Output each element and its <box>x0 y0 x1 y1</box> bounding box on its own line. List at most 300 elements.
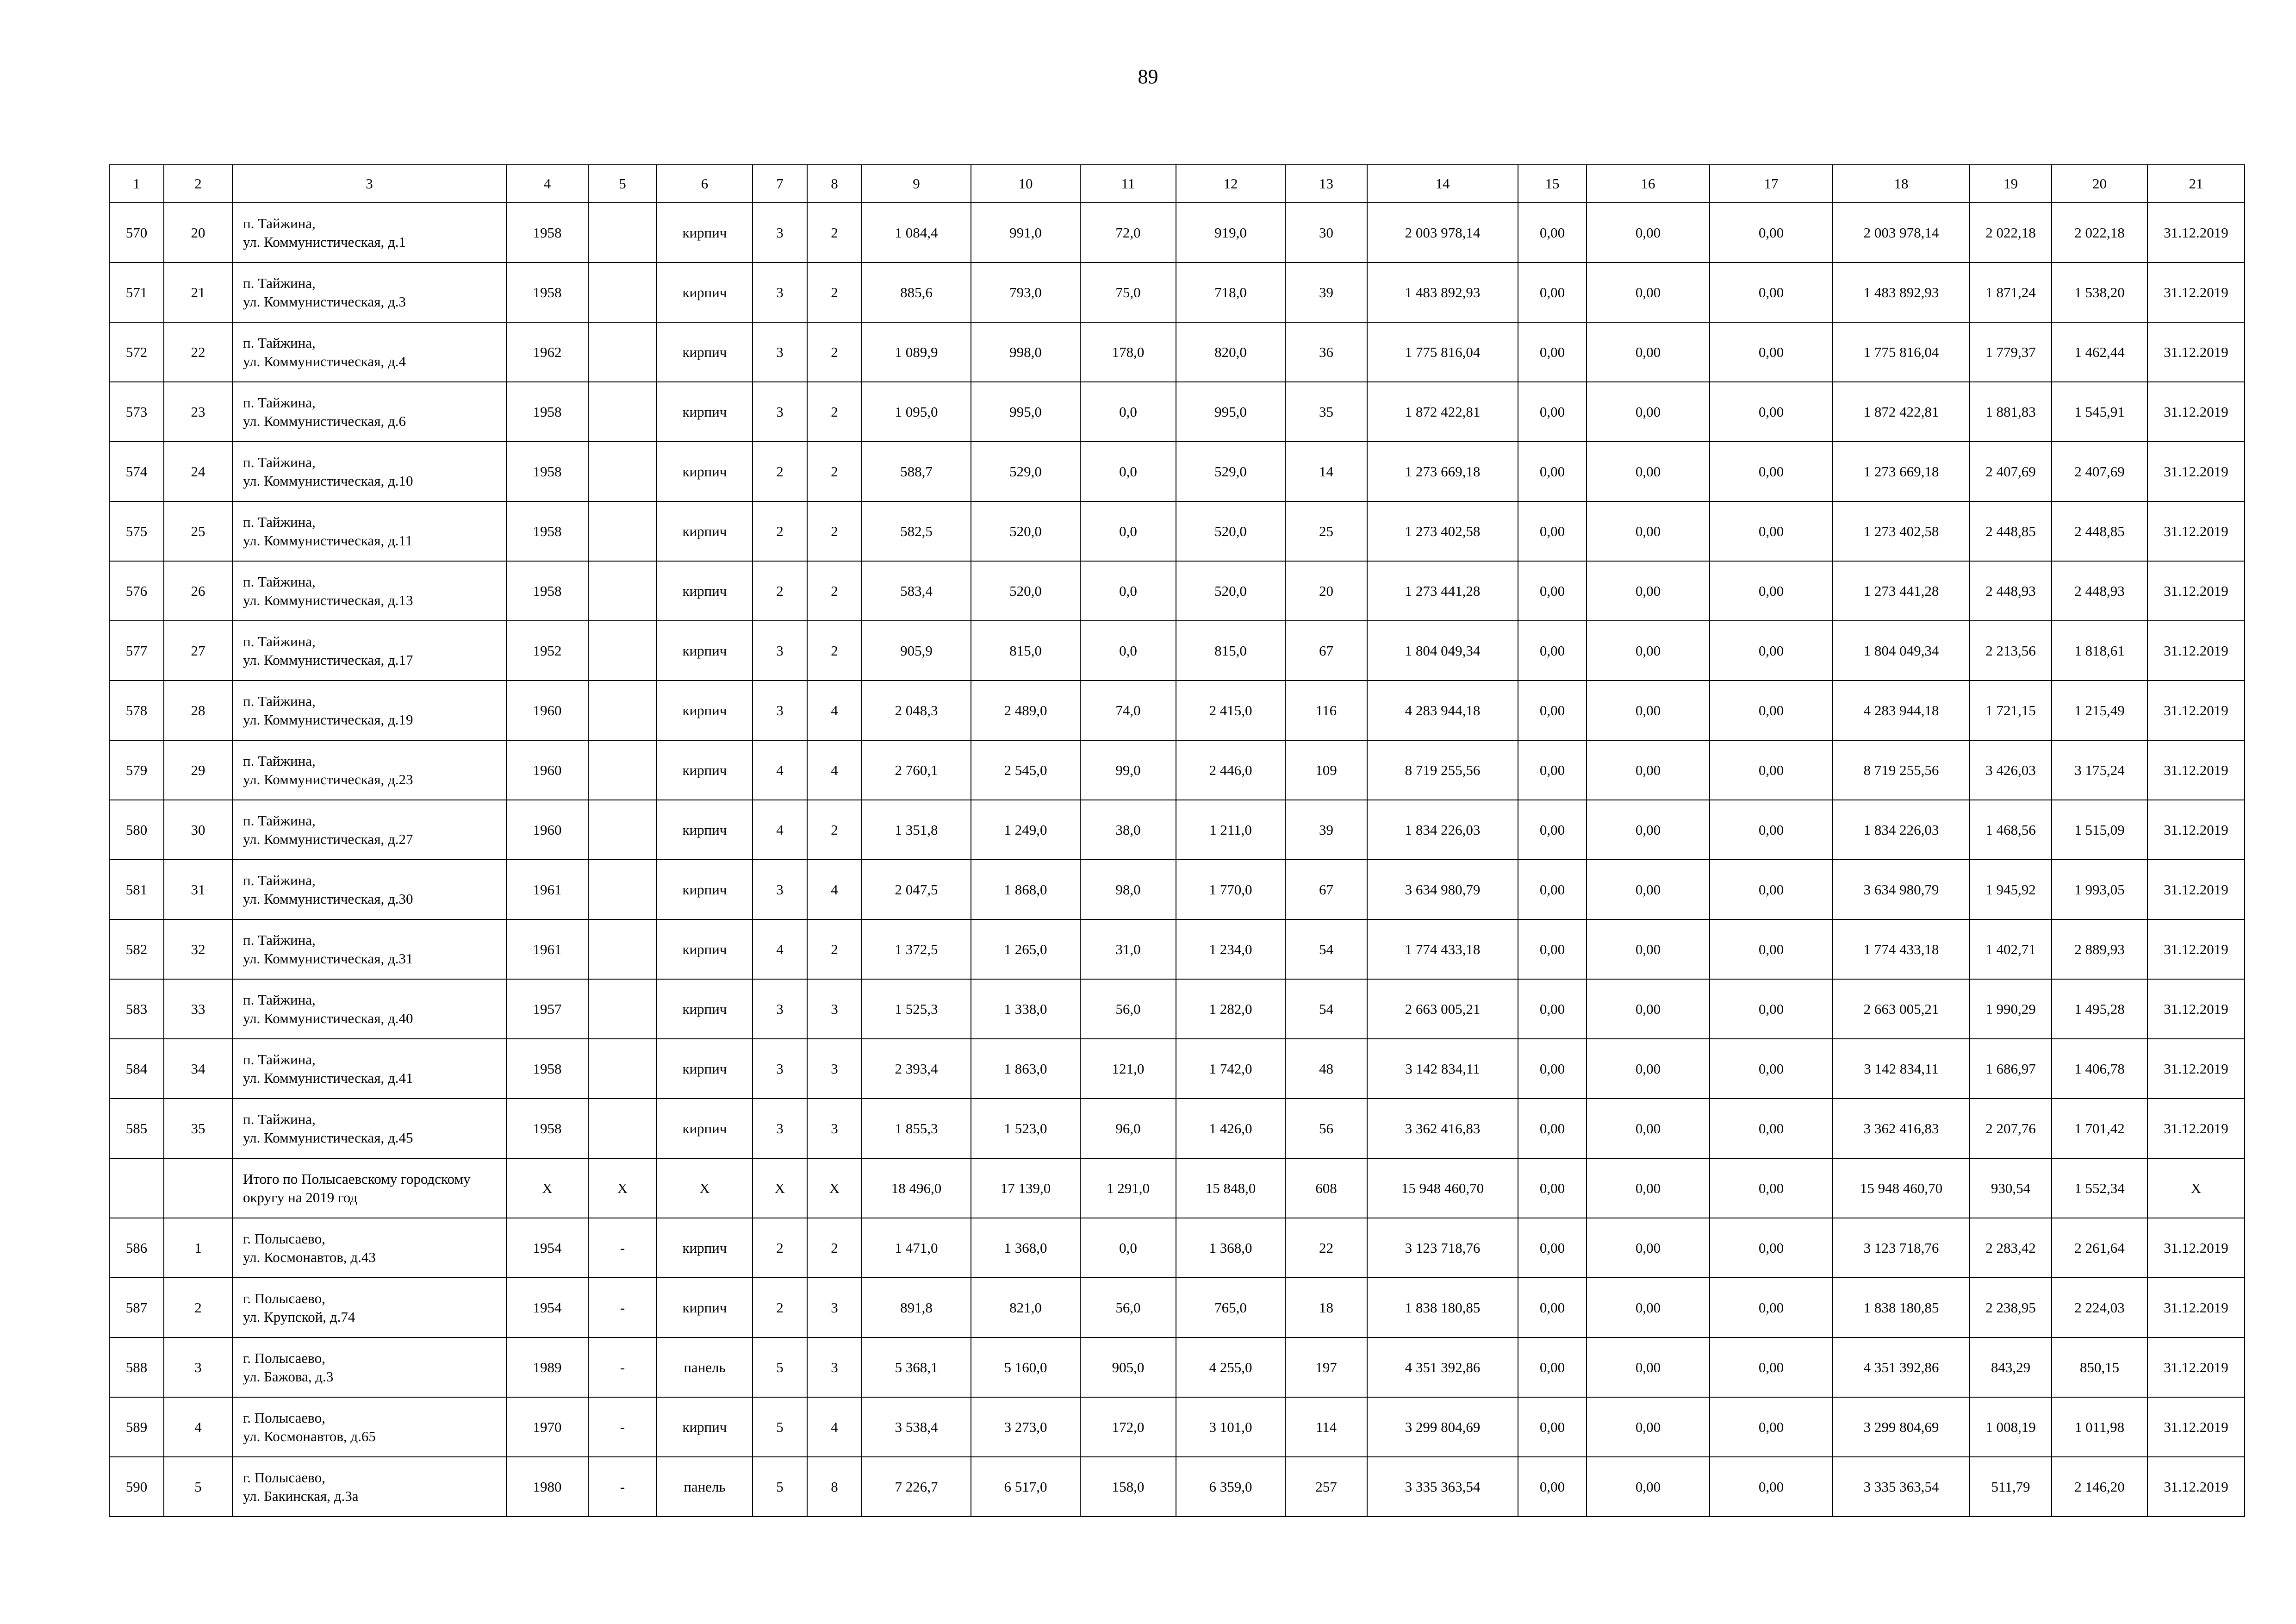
table-cell: 3 335 363,54 <box>1833 1457 1970 1517</box>
table-cell: 1 545,91 <box>2052 382 2147 442</box>
table-cell: 1 483 892,93 <box>1367 262 1518 322</box>
table-cell: 22 <box>1285 1218 1367 1278</box>
address-cell <box>232 1099 506 1158</box>
table-cell: кирпич <box>657 979 753 1039</box>
table-row <box>109 1039 2245 1099</box>
table-cell: 0,00 <box>1587 1337 1710 1397</box>
address-line-1: п. Тайжина, <box>243 394 316 411</box>
table-cell: 1 538,20 <box>2052 262 2147 322</box>
table-cell: 2 448,85 <box>2052 501 2147 561</box>
table-cell: 582 <box>109 919 164 979</box>
housing-registry-table <box>109 164 2245 1517</box>
table-cell: 3 634 980,79 <box>1833 860 1970 919</box>
address-line-1: г. Полысаево, <box>243 1290 325 1306</box>
table-cell: 31.12.2019 <box>2147 382 2245 442</box>
table-cell: 0,00 <box>1587 1039 1710 1099</box>
table-cell: 1 462,44 <box>2052 322 2147 382</box>
table-cell <box>588 979 657 1039</box>
table-cell: 31.12.2019 <box>2147 979 2245 1039</box>
table-cell: 0,00 <box>1518 979 1587 1039</box>
table-cell: 2 207,76 <box>1970 1099 2052 1158</box>
table-cell: 1 804 049,34 <box>1833 621 1970 681</box>
table-cell: 585 <box>109 1099 164 1158</box>
table-row <box>109 1457 2245 1517</box>
table-cell: 0,00 <box>1587 621 1710 681</box>
table-cell: 3 <box>753 262 807 322</box>
table-cell: - <box>588 1278 657 1337</box>
table-cell: 4 <box>753 740 807 800</box>
table-cell: 1 483 892,93 <box>1833 262 1970 322</box>
table-cell: кирпич <box>657 1278 753 1337</box>
address-line-2: ул. Коммунистическая, д.1 <box>243 233 406 250</box>
table-cell: 1 945,92 <box>1970 860 2052 919</box>
table-cell: 3 123 718,76 <box>1833 1218 1970 1278</box>
column-header: 3 <box>232 165 506 203</box>
table-cell: 1 855,3 <box>862 1099 971 1158</box>
table-cell: 5 <box>753 1457 807 1517</box>
table-cell: 582,5 <box>862 501 971 561</box>
address-cell <box>232 860 506 919</box>
table-cell: 2 <box>753 561 807 621</box>
table-cell: 0,00 <box>1710 1278 1833 1337</box>
table-cell: X <box>807 1158 862 1218</box>
table-cell: 0,00 <box>1710 1099 1833 1158</box>
table-cell: кирпич <box>657 919 753 979</box>
table-cell: 0,00 <box>1518 1337 1587 1397</box>
column-header: 16 <box>1587 165 1710 203</box>
table-cell: 1961 <box>506 860 588 919</box>
table-cell: 1960 <box>506 681 588 740</box>
table-cell: 588 <box>109 1337 164 1397</box>
table-cell: 589 <box>109 1397 164 1457</box>
address-line-2: ул. Коммунистическая, д.17 <box>243 651 413 668</box>
table-cell: 0,0 <box>1080 621 1176 681</box>
address-line-1: п. Тайжина, <box>243 872 316 888</box>
table-cell: кирпич <box>657 621 753 681</box>
address-line-1: п. Тайжина, <box>243 752 316 769</box>
table-cell: 3 175,24 <box>2052 740 2147 800</box>
address-line-2: ул. Коммунистическая, д.19 <box>243 711 413 728</box>
address-line-2: ул. Коммунистическая, д.27 <box>243 831 413 847</box>
table-cell: 1 095,0 <box>862 382 971 442</box>
table-cell: 4 <box>753 919 807 979</box>
table-row <box>109 501 2245 561</box>
table-cell: 0,00 <box>1518 621 1587 681</box>
table-cell: 1958 <box>506 203 588 262</box>
table-cell: 579 <box>109 740 164 800</box>
table-row <box>109 262 2245 322</box>
table-cell: 4 <box>807 681 862 740</box>
table-row <box>109 203 2245 262</box>
table-cell: 25 <box>1285 501 1367 561</box>
column-header: 4 <box>506 165 588 203</box>
table-cell: 2 022,18 <box>1970 203 2052 262</box>
address-line-1: п. Тайжина, <box>243 931 316 948</box>
table-cell: 54 <box>1285 919 1367 979</box>
table-cell <box>588 561 657 621</box>
table-cell: кирпич <box>657 382 753 442</box>
table-cell <box>588 919 657 979</box>
table-cell: 31.12.2019 <box>2147 561 2245 621</box>
table-cell: 1 <box>164 1218 232 1278</box>
table-cell: 15 848,0 <box>1176 1158 1285 1218</box>
table-cell: 0,00 <box>1710 1457 1833 1517</box>
table-cell: 4 <box>753 800 807 860</box>
table-cell: 3 <box>753 203 807 262</box>
table-cell <box>588 681 657 740</box>
address-cell <box>232 322 506 382</box>
table-cell: 31.12.2019 <box>2147 621 2245 681</box>
table-cell: 3 538,4 <box>862 1397 971 1457</box>
table-cell: 1961 <box>506 919 588 979</box>
table-cell: 573 <box>109 382 164 442</box>
column-header: 5 <box>588 165 657 203</box>
table-cell: 572 <box>109 322 164 382</box>
table-cell: 1 775 816,04 <box>1367 322 1518 382</box>
table-cell: 0,00 <box>1710 1397 1833 1457</box>
table-cell: 1 368,0 <box>971 1218 1080 1278</box>
table-cell: 2 <box>807 1218 862 1278</box>
table-cell: 0,00 <box>1710 800 1833 860</box>
table-cell: 1 515,09 <box>2052 800 2147 860</box>
address-line-1: п. Тайжина, <box>243 812 316 829</box>
table-cell: 2 <box>807 919 862 979</box>
table-cell: 1 368,0 <box>1176 1218 1285 1278</box>
table-cell: 54 <box>1285 979 1367 1039</box>
table-cell: 576 <box>109 561 164 621</box>
table-cell: 31.12.2019 <box>2147 1397 2245 1457</box>
table-cell: 29 <box>164 740 232 800</box>
table-cell: 2 448,93 <box>2052 561 2147 621</box>
table-cell: 1 273 669,18 <box>1367 442 1518 501</box>
table-cell: 4 255,0 <box>1176 1337 1285 1397</box>
table-cell: 0,0 <box>1080 382 1176 442</box>
table-cell: панель <box>657 1457 753 1517</box>
table-cell: - <box>588 1337 657 1397</box>
table-cell: 1 872 422,81 <box>1833 382 1970 442</box>
table-cell: 1 872 422,81 <box>1367 382 1518 442</box>
table-cell: 39 <box>1285 262 1367 322</box>
table-cell: 580 <box>109 800 164 860</box>
column-header: 1 <box>109 165 164 203</box>
table-cell: 98,0 <box>1080 860 1176 919</box>
table-row <box>109 919 2245 979</box>
address-cell <box>232 1278 506 1337</box>
table-cell: 905,0 <box>1080 1337 1176 1397</box>
table-cell <box>588 262 657 322</box>
table-cell: 0,00 <box>1518 919 1587 979</box>
table-cell: 0,00 <box>1518 501 1587 561</box>
address-line-2: ул. Коммунистическая, д.45 <box>243 1129 413 1146</box>
table-cell: 0,00 <box>1710 561 1833 621</box>
table-cell: 24 <box>164 442 232 501</box>
table-cell: X <box>506 1158 588 1218</box>
address-cell <box>232 203 506 262</box>
address-line-1: п. Тайжина, <box>243 334 316 351</box>
table-cell: 1 215,49 <box>2052 681 2147 740</box>
table-cell: 0,0 <box>1080 1218 1176 1278</box>
table-cell: 0,00 <box>1518 681 1587 740</box>
table-cell: 31.12.2019 <box>2147 740 2245 800</box>
address-line-1: п. Тайжина, <box>243 991 316 1008</box>
table-cell: 0,00 <box>1518 1039 1587 1099</box>
address-cell <box>232 621 506 681</box>
table-cell: 587 <box>109 1278 164 1337</box>
table-cell: 0,00 <box>1518 1278 1587 1337</box>
table-cell: 121,0 <box>1080 1039 1176 1099</box>
table-cell: 31 <box>164 860 232 919</box>
table-cell: 1 742,0 <box>1176 1039 1285 1099</box>
table-cell: 27 <box>164 621 232 681</box>
table-cell: 574 <box>109 442 164 501</box>
table-cell: 2 <box>164 1278 232 1337</box>
table-cell: 31.12.2019 <box>2147 800 2245 860</box>
table-cell: 31.12.2019 <box>2147 1099 2245 1158</box>
table-cell: 31.12.2019 <box>2147 1337 2245 1397</box>
table-cell: 0,0 <box>1080 501 1176 561</box>
address-line-2: ул. Коммунистическая, д.3 <box>243 293 406 310</box>
table-cell: 0,00 <box>1710 1218 1833 1278</box>
table-cell: 1958 <box>506 561 588 621</box>
column-header: 13 <box>1285 165 1367 203</box>
table-cell: - <box>588 1457 657 1517</box>
table-cell: 930,54 <box>1970 1158 2052 1218</box>
table-cell: 0,00 <box>1710 1039 1833 1099</box>
table-cell: 1958 <box>506 1039 588 1099</box>
table-cell: 570 <box>109 203 164 262</box>
table-cell: 1954 <box>506 1278 588 1337</box>
table-row <box>109 979 2245 1039</box>
table-cell: 0,00 <box>1587 442 1710 501</box>
table-row <box>109 860 2245 919</box>
table-cell: 529,0 <box>1176 442 1285 501</box>
table-cell: 4 283 944,18 <box>1367 681 1518 740</box>
table-body <box>109 203 2245 1517</box>
table-cell: 998,0 <box>971 322 1080 382</box>
table-cell: 35 <box>1285 382 1367 442</box>
table-cell: 0,00 <box>1710 203 1833 262</box>
table-cell: 0,00 <box>1710 382 1833 442</box>
table-cell: 1980 <box>506 1457 588 1517</box>
table-cell: 4 283 944,18 <box>1833 681 1970 740</box>
table-cell: 0,00 <box>1587 203 1710 262</box>
table-cell: 0,00 <box>1710 860 1833 919</box>
table-cell: 0,00 <box>1587 979 1710 1039</box>
table-cell: 116 <box>1285 681 1367 740</box>
table-cell: 1 282,0 <box>1176 979 1285 1039</box>
table-cell: 158,0 <box>1080 1457 1176 1517</box>
table-cell: 31.12.2019 <box>2147 442 2245 501</box>
table-cell: 0,00 <box>1587 1457 1710 1517</box>
table-cell: 2 545,0 <box>971 740 1080 800</box>
table-cell: 67 <box>1285 621 1367 681</box>
table-cell: 2 <box>807 800 862 860</box>
table-cell: 1 686,97 <box>1970 1039 2052 1099</box>
column-header: 12 <box>1176 165 1285 203</box>
table-cell: 1989 <box>506 1337 588 1397</box>
table-cell: 3 142 834,11 <box>1833 1039 1970 1099</box>
table-cell: 5 <box>164 1457 232 1517</box>
address-line-2: ул. Коммунистическая, д.31 <box>243 950 413 967</box>
table-cell: 1 838 180,85 <box>1833 1278 1970 1337</box>
table-cell: 1 426,0 <box>1176 1099 1285 1158</box>
table-cell: 96,0 <box>1080 1099 1176 1158</box>
table-cell: 109 <box>1285 740 1367 800</box>
table-cell: 1 273 441,28 <box>1833 561 1970 621</box>
table-cell <box>109 1158 164 1218</box>
address-line-1: г. Полысаево, <box>243 1230 325 1247</box>
table-cell: 1 008,19 <box>1970 1397 2052 1457</box>
table-cell: 0,00 <box>1587 1099 1710 1158</box>
table-cell: 1 774 433,18 <box>1367 919 1518 979</box>
table-cell: 5 <box>753 1397 807 1457</box>
table-cell: 2 <box>753 442 807 501</box>
address-line-1: п. Тайжина, <box>243 215 316 231</box>
table-cell: 17 139,0 <box>971 1158 1080 1218</box>
table-cell: 2 663 005,21 <box>1833 979 1970 1039</box>
table-cell: 1 351,8 <box>862 800 971 860</box>
column-header: 15 <box>1518 165 1587 203</box>
table-cell: 815,0 <box>1176 621 1285 681</box>
table-cell: 1 372,5 <box>862 919 971 979</box>
table-cell: 22 <box>164 322 232 382</box>
table-cell: 1 774 433,18 <box>1833 919 1970 979</box>
table-cell: 885,6 <box>862 262 971 322</box>
address-line-1: п. Тайжина, <box>243 1111 316 1127</box>
table-cell: 995,0 <box>1176 382 1285 442</box>
table-cell: X <box>753 1158 807 1218</box>
table-cell: 0,00 <box>1710 1337 1833 1397</box>
table-cell: 4 351 392,86 <box>1833 1337 1970 1397</box>
address-line-2: ул. Коммунистическая, д.10 <box>243 472 413 489</box>
table-cell: 1 871,24 <box>1970 262 2052 322</box>
address-cell <box>232 561 506 621</box>
table-cell <box>588 501 657 561</box>
table-cell: 3 <box>753 322 807 382</box>
table-cell: 2 048,3 <box>862 681 971 740</box>
table-cell: 56,0 <box>1080 1278 1176 1337</box>
table-cell: 197 <box>1285 1337 1367 1397</box>
table-cell: 578 <box>109 681 164 740</box>
table-cell: 3 <box>753 621 807 681</box>
table-cell: 2 <box>807 501 862 561</box>
address-line-2: ул. Космонавтов, д.65 <box>243 1428 376 1444</box>
table-cell: 0,00 <box>1710 681 1833 740</box>
column-header: 9 <box>862 165 971 203</box>
address-line-1: п. Тайжина, <box>243 1051 316 1068</box>
table-cell: 0,0 <box>1080 561 1176 621</box>
table-cell: 31.12.2019 <box>2147 322 2245 382</box>
table-cell <box>164 1158 232 1218</box>
table-cell: 0,00 <box>1587 1278 1710 1337</box>
table-cell: 529,0 <box>971 442 1080 501</box>
page-number: 89 <box>1138 65 1158 88</box>
table-cell: 0,00 <box>1518 800 1587 860</box>
table-cell: кирпич <box>657 1099 753 1158</box>
table-cell: 3 362 416,83 <box>1367 1099 1518 1158</box>
table-cell: 2 393,4 <box>862 1039 971 1099</box>
table-cell: 765,0 <box>1176 1278 1285 1337</box>
table-cell: 3 <box>807 1039 862 1099</box>
table-cell: 18 <box>1285 1278 1367 1337</box>
address-cell <box>232 501 506 561</box>
table-cell: 18 496,0 <box>862 1158 971 1218</box>
table-cell: 2 <box>807 442 862 501</box>
table-cell: 2 889,93 <box>2052 919 2147 979</box>
table-cell: 0,00 <box>1518 1099 1587 1158</box>
table-cell: кирпич <box>657 203 753 262</box>
table-cell: 0,00 <box>1710 919 1833 979</box>
table-cell: 0,00 <box>1587 561 1710 621</box>
table-cell <box>588 1039 657 1099</box>
table-cell: - <box>588 1218 657 1278</box>
table-cell: 3 299 804,69 <box>1833 1397 1970 1457</box>
table-cell: 2 <box>807 382 862 442</box>
table-cell: 2 238,95 <box>1970 1278 2052 1337</box>
table-cell: 1 838 180,85 <box>1367 1278 1518 1337</box>
table-cell: 718,0 <box>1176 262 1285 322</box>
table-cell: 31.12.2019 <box>2147 681 2245 740</box>
table-cell: 2 415,0 <box>1176 681 1285 740</box>
table-cell: 0,00 <box>1710 740 1833 800</box>
table-cell: 991,0 <box>971 203 1080 262</box>
table-cell: 3 123 718,76 <box>1367 1218 1518 1278</box>
table-cell: 0,00 <box>1518 262 1587 322</box>
table-cell: 0,00 <box>1518 382 1587 442</box>
table-cell: 14 <box>1285 442 1367 501</box>
address-cell <box>232 382 506 442</box>
table-cell: панель <box>657 1337 753 1397</box>
table-cell: 31,0 <box>1080 919 1176 979</box>
table-cell: 2 <box>807 322 862 382</box>
table-cell: 2 261,64 <box>2052 1218 2147 1278</box>
table-row <box>109 1099 2245 1158</box>
table-row <box>109 1337 2245 1397</box>
address-line-1: г. Полысаево, <box>243 1469 325 1486</box>
table-cell: 33 <box>164 979 232 1039</box>
table-cell: 36 <box>1285 322 1367 382</box>
table-cell: 793,0 <box>971 262 1080 322</box>
table-cell: 0,00 <box>1587 1397 1710 1457</box>
table-cell: 75,0 <box>1080 262 1176 322</box>
table-cell: кирпич <box>657 501 753 561</box>
table-cell: 0,00 <box>1710 322 1833 382</box>
address-line-1: п. Тайжина, <box>243 693 316 709</box>
table-cell: 0,00 <box>1710 621 1833 681</box>
table-cell: 1 834 226,03 <box>1367 800 1518 860</box>
table-cell: 1960 <box>506 800 588 860</box>
table-cell: 2 448,93 <box>1970 561 2052 621</box>
address-line-2: ул. Коммунистическая, д.23 <box>243 771 413 787</box>
table-cell: 2 213,56 <box>1970 621 2052 681</box>
table-cell: 1 273 669,18 <box>1833 442 1970 501</box>
table-cell: 1 834 226,03 <box>1833 800 1970 860</box>
table-cell: 0,00 <box>1587 1218 1710 1278</box>
table-cell: 0,00 <box>1518 442 1587 501</box>
table-cell: 3 <box>753 860 807 919</box>
address-line-2: ул. Коммунистическая, д.11 <box>243 532 413 549</box>
table-cell: 28 <box>164 681 232 740</box>
table-cell: 2 <box>753 501 807 561</box>
table-cell: 584 <box>109 1039 164 1099</box>
table-cell: 2 003 978,14 <box>1833 203 1970 262</box>
address-line-2: ул. Бакинская, д.3а <box>243 1487 359 1504</box>
table-cell: 67 <box>1285 860 1367 919</box>
column-header: 14 <box>1367 165 1518 203</box>
table-cell: кирпич <box>657 322 753 382</box>
address-line-1: г. Полысаево, <box>243 1349 325 1366</box>
table-cell: 843,29 <box>1970 1337 2052 1397</box>
